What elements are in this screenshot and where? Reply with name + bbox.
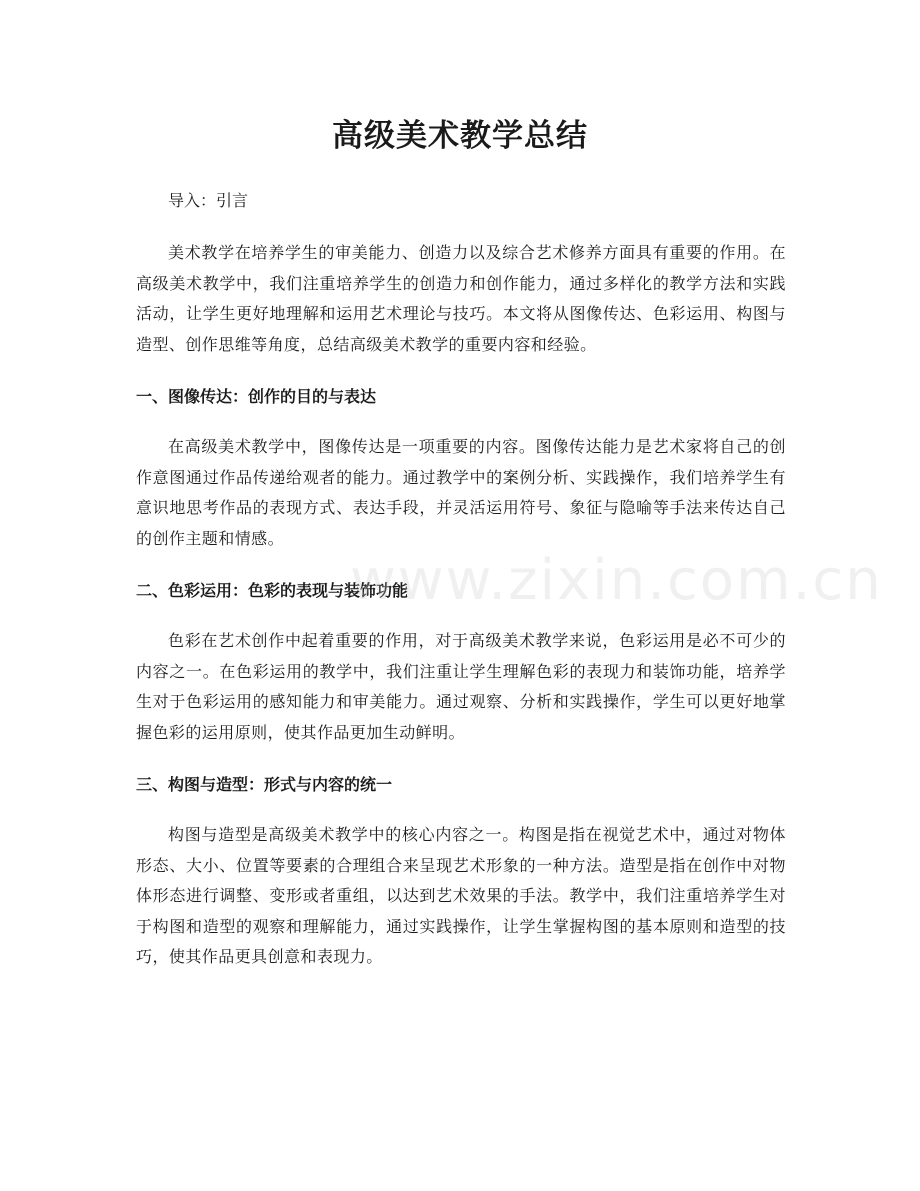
document-body: [136, 186, 786, 995]
watermark: www.zixin.com.cn: [350, 548, 883, 613]
section-paragraph-image-communication: 在高级美术教学中，图像传达是一项重要的内容。图像传达能力是艺术家将自己的创作意图通过作品传递给观者的能力。通过教学中的案例分析、实践操作，我们培养学生有意识地思考作品的表现方式、表达手段，并灵活运用符号、象征与隐喻等手法来传达自己的创作主题和情感。: [136, 437, 786, 548]
section-paragraph-composition: 构图与造型是高级美术教学中的核心内容之一。构图是指在视觉艺术中，通过对物体形态、大小、位置等要素的合理组合来呈现艺术形象的一种方法。造型是指在创作中对物体形态进行调整、变形或者重组，以达到艺术效果的手法。教学中，我们注重培养学生对于构图和造型的观察和理解能力，通过实践操作，让学生掌握构图的基本原则和造型的技巧，使其作品更具创意和表现力。: [136, 825, 786, 966]
section-heading-image-communication: 一、图像传达：创作的目的与表达: [136, 387, 377, 406]
intro-label: 导入：引言: [168, 191, 249, 210]
document-title: 高级美术教学总结: [332, 118, 588, 154]
section-paragraph-color-usage: 色彩在艺术创作中起着重要的作用，对于高级美术教学来说，色彩运用是必不可少的内容之一。在色彩运用的教学中，我们注重让学生理解色彩的表现力和装饰功能，培养学生对于色彩运用的感知能力和审美能力。通过观察、分析和实践操作，学生可以更好地掌握色彩的运用原则，使其作品更加生动鲜明。: [136, 631, 786, 742]
section-heading-composition: 三、构图与造型：形式与内容的统一: [136, 775, 393, 794]
intro-paragraph: 美术教学在培养学生的审美能力、创造力以及综合艺术修养方面具有重要的作用。在高级美术教学中，我们注重培养学生的创造力和创作能力，通过多样化的教学方法和实践活动，让学生更好地理解和运用艺术理论与技巧。本文将从图像传达、色彩运用、构图与造型、创作思维等角度，总结高级美术教学的重要内容和经验。: [136, 243, 786, 354]
section-heading-color-usage: 二、色彩运用：色彩的表现与装饰功能: [136, 581, 409, 600]
